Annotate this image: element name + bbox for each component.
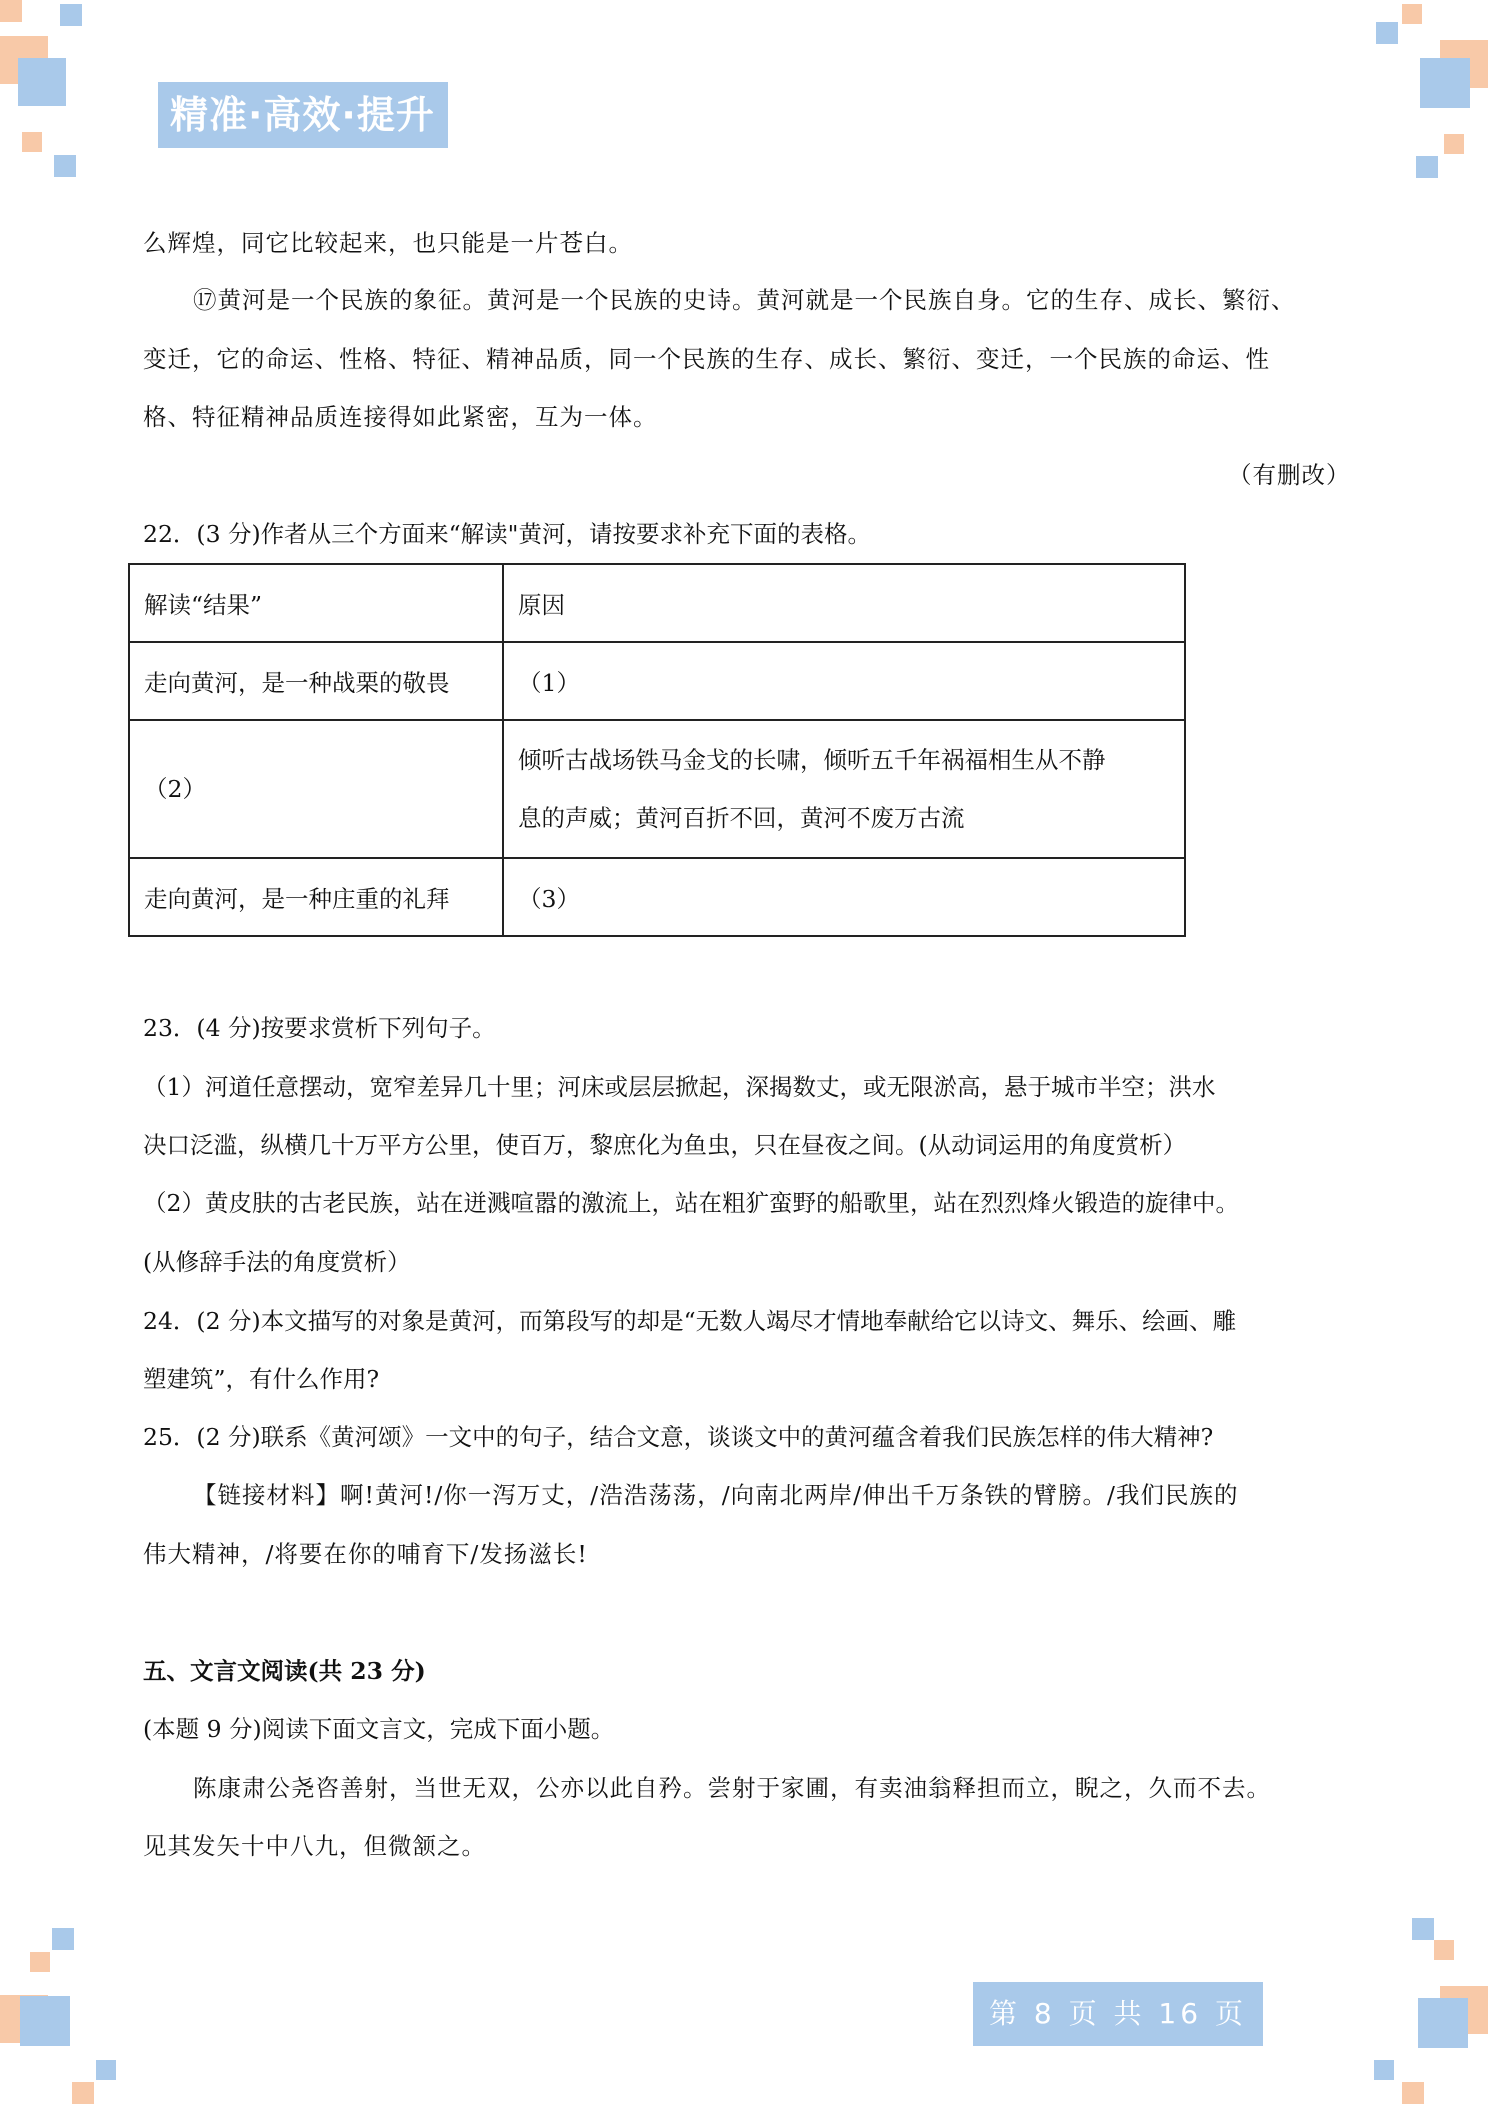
table-cell: （1）: [503, 642, 1185, 720]
corner-decoration: [72, 2082, 94, 2104]
question-23-sentence: （2）黄皮肤的古老民族，站在迸溅喧嚣的激流上，站在粗犷蛮野的船歌里，站在烈烈烽火锻造的旋律中。: [143, 1189, 1239, 1217]
table-row: [129, 858, 1185, 936]
corner-decoration: [60, 4, 82, 26]
corner-decoration: [52, 1928, 74, 1950]
question-25: 25．(2 分)联系《黄河颂》一文中的句子，结合文意，谈谈文中的黄河蕴含着我们民族怎样的伟大精神?: [143, 1423, 1214, 1451]
table-cell: 走向黄河，是一种庄重的礼拜: [129, 858, 503, 936]
link-material: 伟大精神，/将要在你的哺育下/发扬滋长!: [143, 1540, 588, 1568]
table-cell-line: 倾听古战场铁马金戈的长啸，倾听五千年祸福相生从不静: [518, 746, 1106, 774]
page-number: 第 8 页 共 16 页: [973, 1982, 1263, 2046]
corner-decoration: [1444, 134, 1464, 154]
question-23-sentence: （1）河道任意摆动，宽窄差异几十里；河床或层层掀起，深揭数丈，或无限淤高，悬于城市半空；洪水: [143, 1073, 1216, 1101]
table-cell: 走向黄河，是一种战栗的敬畏: [129, 642, 503, 720]
link-material: 【链接材料】啊!黄河!/你一泻万丈，/浩浩荡荡，/向南北两岸/伸出千万条铁的臂膀。/我们民族的: [193, 1481, 1239, 1509]
corner-decoration: [54, 155, 76, 177]
classical-text-line: 陈康肃公尧咨善射，当世无双，公亦以此自矜。尝射于家圃，有卖油翁释担而立，睨之，久而不去。: [193, 1774, 1271, 1802]
question-23-sentence: (从修辞手法的角度赏析）: [143, 1248, 411, 1276]
question-22: 22．(3 分)作者从三个方面来“解读"黄河，请按要求补充下面的表格。: [143, 520, 871, 548]
question-23: 23．(4 分)按要求赏析下列句子。: [143, 1014, 496, 1042]
corner-decoration: [20, 1996, 70, 2046]
question-24: 24．(2 分)本文描写的对象是黄河，而第段写的却是“无数人竭尽才情地奉献给它以诗文、舞乐、绘画、雕: [143, 1307, 1237, 1335]
table-cell: （2）: [129, 720, 503, 858]
corner-decoration: [1402, 4, 1422, 24]
table-cell: （3）: [503, 858, 1185, 936]
corner-decoration: [1412, 1918, 1434, 1940]
table-cell-line: 息的声威；黄河百折不回，黄河不废万古流: [518, 804, 965, 832]
corner-decoration: [30, 1952, 50, 1972]
section-intro: (本题 9 分)阅读下面文言文，完成下面小题。: [143, 1715, 615, 1743]
corner-decoration: [1418, 1998, 1468, 2048]
corner-decoration: [1402, 2082, 1424, 2104]
table-header-cell: 原因: [503, 564, 1185, 642]
corner-decoration: [1434, 1940, 1454, 1960]
corner-decoration: [0, 0, 22, 22]
table-header-cell: 解读“结果”: [129, 564, 503, 642]
answer-table: [128, 563, 1186, 937]
corner-decoration: [1374, 2060, 1394, 2080]
corner-decoration: [1416, 156, 1438, 178]
corner-decoration: [1376, 22, 1398, 44]
passage-line: 变迁，它的命运、性格、特征、精神品质，同一个民族的生存、成长、繁衍、变迁，一个民族的命运、性: [143, 345, 1270, 373]
classical-text-line: 见其发矢十中八九，但微颔之。: [143, 1832, 486, 1860]
corner-decoration: [96, 2060, 116, 2080]
question-23-sentence: 决口泛滥，纵横几十万平方公里，使百万，黎庶化为鱼虫，只在昼夜之间。(从动词运用的角度赏析）: [143, 1131, 1187, 1159]
table-row: [129, 642, 1185, 720]
passage-line: 么辉煌，同它比较起来，也只能是一片苍白。: [143, 229, 633, 257]
table-row: [129, 720, 1185, 858]
table-cell: [503, 720, 1185, 858]
section-title: 五、文言文阅读(共 23 分): [143, 1657, 426, 1685]
corner-decoration: [1420, 58, 1470, 108]
corner-decoration: [22, 132, 42, 152]
question-24: 塑建筑”，有什么作用?: [143, 1365, 380, 1393]
passage-line: 格、特征精神品质连接得如此紧密，互为一体。: [143, 403, 658, 431]
table-header-row: [129, 564, 1185, 642]
corner-decoration: [18, 58, 66, 106]
brand-banner: 精准·高效·提升: [158, 82, 448, 148]
passage-line: ⑰黄河是一个民族的象征。黄河是一个民族的史诗。黄河就是一个民族自身。它的生存、成长、繁衍、: [193, 286, 1296, 314]
source-note: （有删改）: [1228, 461, 1351, 489]
